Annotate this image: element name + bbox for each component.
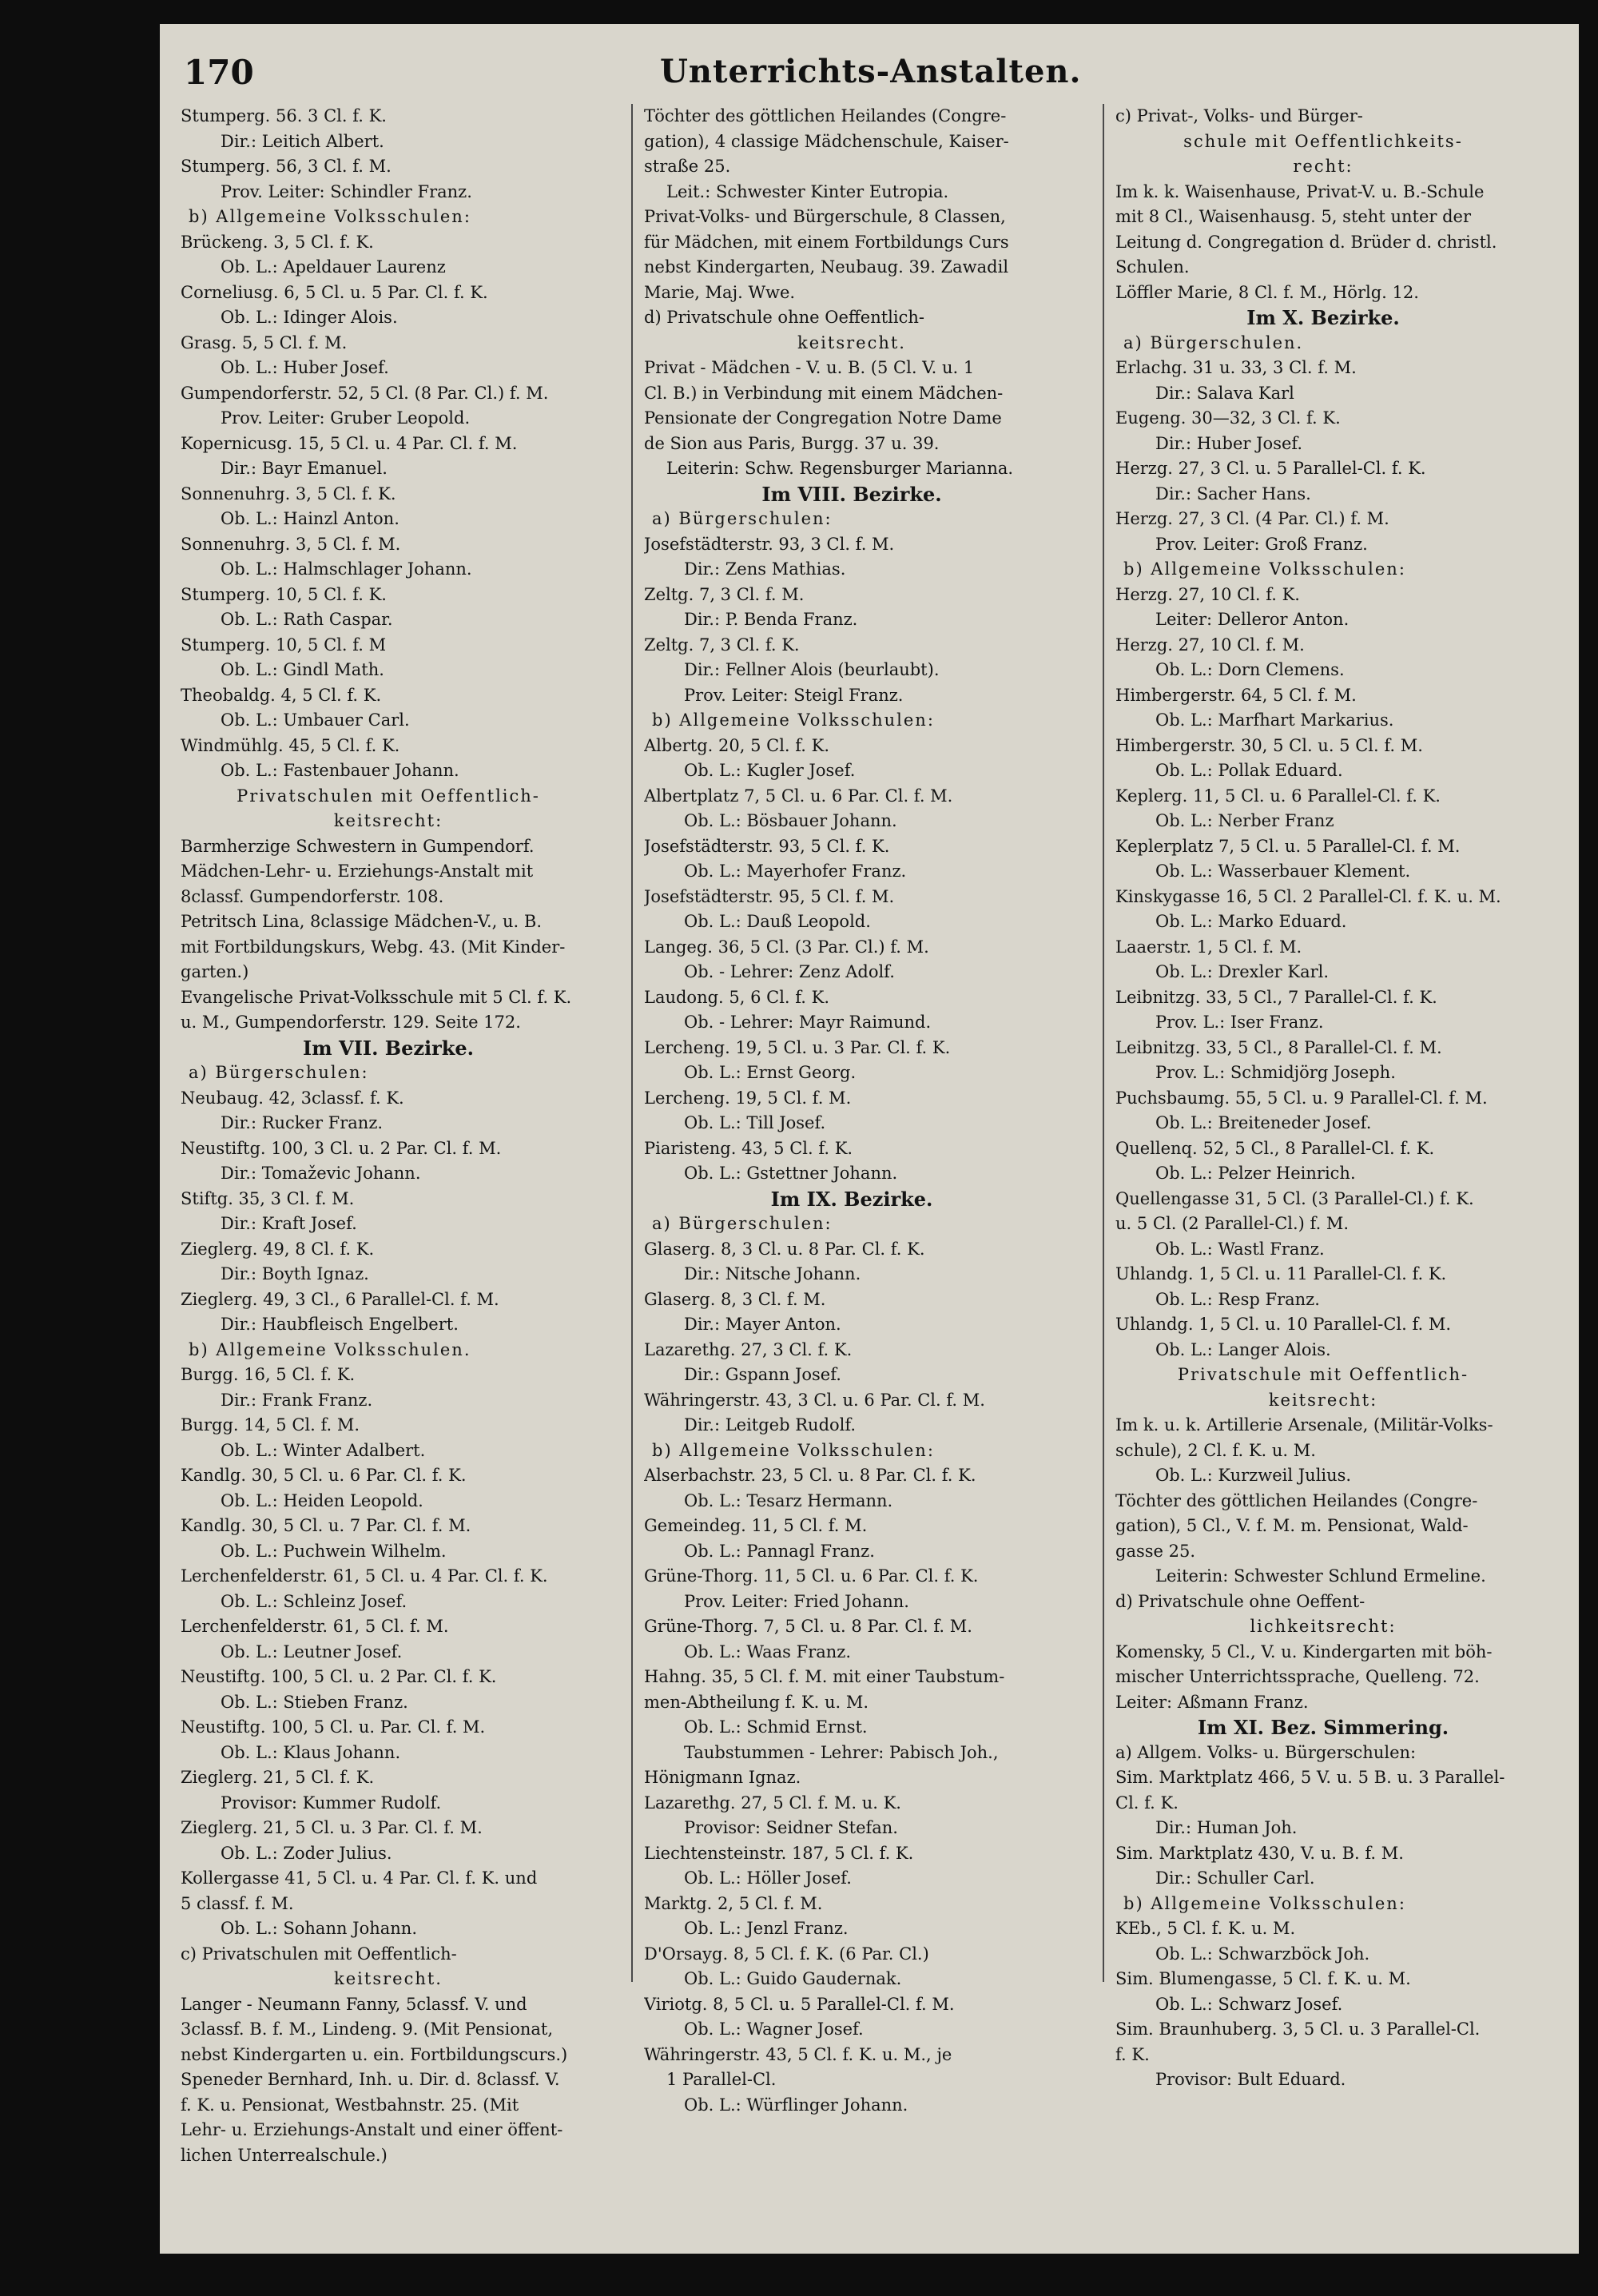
entry-line: mit 8 Cl., Waisenhausg. 5, steht unter der [1115, 207, 1471, 226]
entry-line: Ob. L.: Resp Franz. [1155, 1289, 1320, 1309]
entry-line: Ob. L.: Waas Franz. [684, 1641, 852, 1661]
entry-line: Dir.: Tomaževic Johann. [221, 1164, 421, 1183]
entry-line: Ob. L.: Guido Gaudernak. [684, 1969, 902, 1988]
entry-line: Neustiftg. 100, 3 Cl. u. 2 Par. Cl. f. M. [181, 1138, 502, 1158]
entry-line: Ob. L.: Bösbauer Johann. [684, 811, 897, 830]
entry-line: Grüne-Thorg. 7, 5 Cl. u. 8 Par. Cl. f. M. [644, 1617, 972, 1636]
entry-line: Himbergerstr. 30, 5 Cl. u. 5 Cl. f. M. [1115, 735, 1423, 755]
entry-line: 1 Parallel-Cl. [666, 2070, 777, 2089]
entry-line: Ob. L.: Leutner Josef. [221, 1641, 403, 1661]
book-page [160, 24, 1579, 2254]
entry-line: Leit.: Schwester Kinter Eutropia. [666, 181, 949, 201]
district-heading: Im IX. Bezirke. [770, 1187, 933, 1211]
entry-line: Zieglerg. 21, 5 Cl. f. K. [181, 1768, 375, 1787]
entry-line: Ob. L.: Kugler Josef. [684, 761, 856, 780]
page-header [181, 48, 1558, 104]
entry-line: Provisor: Seidner Stefan. [684, 1818, 898, 1837]
entry-line: Hönigmann Ignaz. [644, 1768, 801, 1787]
entry-line: u. 5 Cl. (2 Parallel-Cl.) f. M. [1115, 1214, 1350, 1233]
entry-line: Privat-Volks- und Bürgerschule, 8 Classen, [644, 207, 1006, 226]
entry-line: Quellengasse 31, 5 Cl. (3 Parallel-Cl.) f. K. [1115, 1188, 1474, 1208]
entry-line: Marie, Maj. Wwe. [644, 282, 796, 302]
entry-line: Dir.: Kraft Josef. [221, 1214, 357, 1233]
entry-line: Sonnenuhrg. 3, 5 Cl. f. K. [181, 483, 396, 503]
entry-line: Lercheng. 19, 5 Cl. f. M. [644, 1088, 852, 1108]
entry-line: Lazarethg. 27, 3 Cl. f. K. [644, 1339, 853, 1359]
entry-line: Leitung d. Congregation d. Brüder d. christl. [1115, 232, 1497, 252]
entry-line: Petritsch Lina, 8classige Mädchen-V., u. B. [181, 912, 542, 931]
entry-line: Sim. Marktplatz 430, V. u. B. f. M. [1115, 1843, 1404, 1863]
entry-line: Dir.: Sacher Hans. [1155, 483, 1311, 503]
entry-line: Ob. L.: Huber Josef. [221, 358, 389, 377]
text-column-1 [181, 104, 596, 2168]
entry-line: Stumperg. 56. 3 Cl. f. K. [181, 106, 387, 125]
entry-line: Ob. L.: Jenzl Franz. [684, 1919, 849, 1938]
entry-line: Leibnitzg. 33, 5 Cl., 8 Parallel-Cl. f. M. [1115, 1037, 1442, 1057]
section-heading: b) Allgemeine Volksschulen: [1123, 1893, 1406, 1913]
entry-line: Albertplatz 7, 5 Cl. u. 6 Par. Cl. f. M. [644, 786, 953, 806]
entry-line: men-Abtheilung f. K. u. M. [644, 1692, 869, 1712]
entry-line: Laaerstr. 1, 5 Cl. f. M. [1115, 937, 1302, 957]
entry-line: Dir.: Fellner Alois (beurlaubt). [684, 660, 940, 679]
entry-line: Dir.: Boyth Ignaz. [221, 1264, 369, 1283]
entry-line: Corneliusg. 6, 5 Cl. u. 5 Par. Cl. f. K. [181, 282, 488, 302]
entry-line: lichen Unterrealschule.) [181, 2145, 388, 2165]
entry-line: Dir.: P. Benda Franz. [684, 610, 858, 629]
section-heading: b) Allgemeine Volksschulen: [652, 710, 935, 730]
entry-line: f. K. u. Pensionat, Westbahnstr. 25. (Mit [181, 2095, 519, 2115]
entry-line: Dir.: Zens Mathias. [684, 559, 846, 579]
entry-line: Lerchenfelderstr. 61, 5 Cl. u. 4 Par. Cl. f. K. [181, 1566, 548, 1586]
entry-line: Ob. L.: Pollak Eduard. [1155, 761, 1343, 780]
entry-line: Ob. L.: Marko Eduard. [1155, 912, 1347, 931]
entry-line: Prov. Leiter: Steigl Franz. [684, 685, 904, 705]
entry-line: Dir.: Gspann Josef. [684, 1365, 841, 1384]
entry-line: Ob. L.: Gindl Math. [221, 660, 384, 679]
entry-line: Josefstädterstr. 93, 5 Cl. f. K. [644, 836, 890, 856]
entry-line: Komensky, 5 Cl., V. u. Kindergarten mit böh- [1115, 1641, 1493, 1661]
entry-line: 5 classf. f. M. [181, 1893, 294, 1913]
entry-line: Stiftg. 35, 3 Cl. f. M. [181, 1188, 355, 1208]
entry-line: Ob. L.: Kurzweil Julius. [1155, 1466, 1352, 1485]
entry-line: Ob. L.: Dauß Leopold. [684, 912, 871, 931]
entry-line: Piaristeng. 43, 5 Cl. f. K. [644, 1138, 853, 1158]
entry-line: u. M., Gumpendorferstr. 129. Seite 172. [181, 1013, 521, 1032]
district-heading: Im XI. Bez. Simmering. [1197, 1716, 1449, 1739]
entry-line: gation), 5 Cl., V. f. M. m. Pensionat, Wald- [1115, 1516, 1469, 1535]
entry-line: Dir.: Huber Josef. [1155, 433, 1303, 453]
entry-line: Zieglerg. 21, 5 Cl. u. 3 Par. Cl. f. M. [181, 1818, 483, 1837]
section-heading: keitsrecht. [797, 332, 906, 352]
entry-line: Herzg. 27, 3 Cl. u. 5 Parallel-Cl. f. K. [1115, 459, 1426, 478]
entry-line: schule), 2 Cl. f. K. u. M. [1115, 1440, 1316, 1460]
section-heading: a) Bürgerschulen: [652, 1214, 833, 1233]
entry-line: mischer Unterrichtssprache, Quelleng. 72. [1115, 1667, 1480, 1686]
entry-line: Währingerstr. 43, 5 Cl. f. K. u. M., je [644, 2044, 952, 2064]
entry-line: Leiterin: Schwester Schlund Ermeline. [1155, 1566, 1486, 1586]
entry-line: Kollergasse 41, 5 Cl. u. 4 Par. Cl. f. K. und [181, 1868, 538, 1888]
entry-line: Eugeng. 30—32, 3 Cl. f. K. [1115, 408, 1341, 428]
section-heading: lichkeitsrecht: [1250, 1617, 1397, 1636]
entry-line: Ob. - Lehrer: Mayr Raimund. [684, 1013, 932, 1032]
entry-line: Ob. L.: Marfhart Markarius. [1155, 710, 1394, 730]
entry-line: Ob. L.: Schleinz Josef. [221, 1591, 407, 1611]
entry-line: Ob. L.: Drexler Karl. [1155, 962, 1330, 981]
entry-line: Leiterin: Schw. Regensburger Marianna. [666, 459, 1014, 478]
entry-line: Leibnitzg. 33, 5 Cl., 7 Parallel-Cl. f. K. [1115, 987, 1437, 1007]
entry-line: Provisor: Kummer Rudolf. [221, 1793, 442, 1813]
entry-line: Im k. u. k. Artillerie Arsenale, (Militär-Volks- [1115, 1415, 1493, 1435]
section-heading: recht: [1293, 157, 1354, 176]
entry-line: Uhlandg. 1, 5 Cl. u. 11 Parallel-Cl. f. K. [1115, 1264, 1447, 1283]
entry-line: Dir.: Bayr Emanuel. [221, 459, 388, 478]
entry-line: Ob. L.: Höller Josef. [684, 1868, 852, 1888]
entry-line: Neustiftg. 100, 5 Cl. u. 2 Par. Cl. f. K. [181, 1667, 497, 1686]
entry-line: Evangelische Privat-Volksschule mit 5 Cl. f. K. [181, 987, 572, 1007]
entry-line: Töchter des göttlichen Heilandes (Congre- [644, 106, 1007, 125]
section-heading: schule mit Oeffentlichkeits- [1183, 131, 1463, 151]
entry-line: Prov. Leiter: Groß Franz. [1155, 534, 1368, 554]
entry-line: Lerchenfelderstr. 61, 5 Cl. f. M. [181, 1617, 449, 1636]
entry-line: Herzg. 27, 10 Cl. f. M. [1115, 635, 1305, 655]
entry-line: Ob. L.: Winter Adalbert. [221, 1440, 426, 1460]
entry-line: garten.) [181, 962, 249, 981]
entry-line: für Mädchen, mit einem Fortbildungs Curs [644, 232, 1009, 252]
entry-line: Dir.: Salava Karl [1155, 383, 1294, 403]
entry-line: Langeg. 36, 5 Cl. (3 Par. Cl.) f. M. [644, 937, 929, 957]
entry-line: Ob. L.: Schwarz Josef. [1155, 1994, 1343, 2014]
entry-line: Ob. L.: Wasserbauer Klement. [1155, 861, 1411, 881]
entry-line: Dir.: Schuller Carl. [1155, 1868, 1315, 1888]
entry-line: Leiter: Delleror Anton. [1155, 610, 1350, 629]
entry-line: Laudong. 5, 6 Cl. f. K. [644, 987, 830, 1007]
section-heading: keitsrecht: [333, 811, 443, 830]
entry-line: Ob. L.: Nerber Franz [1155, 811, 1334, 830]
entry-line: Zieglerg. 49, 8 Cl. f. K. [181, 1239, 375, 1259]
entry-line: Uhlandg. 1, 5 Cl. u. 10 Parallel-Cl. f. M. [1115, 1315, 1451, 1334]
entry-line: Dir.: Frank Franz. [221, 1390, 373, 1410]
entry-line: Herzg. 27, 10 Cl. f. K. [1115, 584, 1300, 604]
entry-line: Kandlg. 30, 5 Cl. u. 7 Par. Cl. f. M. [181, 1516, 471, 1535]
entry-line: Ob. L.: Gstettner Johann. [684, 1164, 898, 1183]
entry-line: Ob. L.: Mayerhofer Franz. [684, 861, 907, 881]
entry-line: nebst Kindergarten u. ein. Fortbildungscurs.) [181, 2044, 568, 2064]
section-heading: a) Bürgerschulen: [189, 1063, 369, 1082]
entry-line: Ob. L.: Würflinger Johann. [684, 2095, 908, 2115]
entry-line: Prov. L.: Iser Franz. [1155, 1013, 1324, 1032]
entry-line: Ob. L.: Dorn Clemens. [1155, 660, 1345, 679]
entry-line: Kinskygasse 16, 5 Cl. 2 Parallel-Cl. f. K. u. M. [1115, 886, 1501, 906]
entry-line: Sonnenuhrg. 3, 5 Cl. f. M. [181, 534, 401, 554]
column-rule-right [1103, 104, 1104, 1982]
entry-line: Burgg. 14, 5 Cl. f. M. [181, 1415, 360, 1435]
text-column-2 [644, 104, 1059, 2118]
entry-line: Viriotg. 8, 5 Cl. u. 5 Parallel-Cl. f. M. [644, 1994, 955, 2014]
entry-line: Ob. L.: Schmid Ernst. [684, 1717, 868, 1737]
entry-line: Ob. L.: Breiteneder Josef. [1155, 1113, 1372, 1132]
entry-line: Ob. L.: Pannagl Franz. [684, 1541, 875, 1561]
entry-line: Herzg. 27, 3 Cl. (4 Par. Cl.) f. M. [1115, 509, 1389, 528]
entry-line: Dir.: Haubfleisch Engelbert. [221, 1315, 459, 1334]
entry-line: Ob. L.: Wastl Franz. [1155, 1239, 1325, 1259]
entry-line: Ob. - Lehrer: Zenz Adolf. [684, 962, 895, 981]
entry-line: de Sion aus Paris, Burgg. 37 u. 39. [644, 433, 940, 453]
entry-line: Theobaldg. 4, 5 Cl. f. K. [181, 685, 382, 705]
page-number: 170 [184, 53, 254, 92]
entry-line: Neubaug. 42, 3classf. f. K. [181, 1088, 404, 1108]
entry-line: Ob. L.: Langer Alois. [1155, 1339, 1331, 1359]
entry-line: straße 25. [644, 157, 731, 176]
entry-line: gation), 4 classige Mädchenschule, Kaiser- [644, 131, 1009, 151]
entry-line: KEb., 5 Cl. f. K. u. M. [1115, 1919, 1296, 1938]
section-heading: b) Allgemeine Volksschulen. [189, 1339, 471, 1359]
entry-line: Dir.: Mayer Anton. [684, 1315, 841, 1334]
entry-line: Puchsbaumg. 55, 5 Cl. u. 9 Parallel-Cl. f. M. [1115, 1088, 1488, 1108]
section-heading: Privatschulen mit Oeffentlich- [237, 786, 540, 806]
entry-line: Gemeindeg. 11, 5 Cl. f. M. [644, 1516, 868, 1535]
section-heading: b) Allgemeine Volksschulen: [1123, 559, 1406, 579]
entry-line: Ob. L.: Stieben Franz. [221, 1692, 408, 1712]
entry-line: Grasg. 5, 5 Cl. f. M. [181, 332, 348, 352]
entry-line: Ob. L.: Hainzl Anton. [221, 509, 400, 528]
entry-line: Ob. L.: Umbauer Carl. [221, 710, 410, 730]
entry-line: Ob. L.: Ernst Georg. [684, 1063, 857, 1082]
entry-line: Leiter: Aßmann Franz. [1115, 1692, 1309, 1712]
district-heading: Im VII. Bezirke. [303, 1036, 474, 1060]
entry-line: Ob. L.: Tesarz Hermann. [684, 1490, 893, 1510]
entry-line: Taubstummen - Lehrer: Pabisch Joh., [684, 1742, 999, 1762]
entry-line: Josefstädterstr. 95, 5 Cl. f. M. [644, 886, 895, 906]
section-heading: keitsrecht: [1268, 1390, 1378, 1410]
entry-line: Grüne-Thorg. 11, 5 Cl. u. 6 Par. Cl. f. K. [644, 1566, 979, 1586]
entry-line: Ob. L.: Heiden Leopold. [221, 1490, 423, 1510]
entry-line: Zeltg. 7, 3 Cl. f. K. [644, 635, 800, 655]
entry-line: nebst Kindergarten, Neubaug. 39. Zawadil [644, 257, 1009, 277]
entry-line: Hahng. 35, 5 Cl. f. M. mit einer Taubstum- [644, 1667, 1005, 1686]
entry-line: Lercheng. 19, 5 Cl. u. 3 Par. Cl. f. K. [644, 1037, 951, 1057]
entry-line: Prov. Leiter: Fried Johann. [684, 1591, 909, 1611]
entry-line: gasse 25. [1115, 1541, 1196, 1561]
entry-line: mit Fortbildungskurs, Webg. 43. (Mit Kinder- [181, 937, 566, 957]
entry-line: Himbergerstr. 64, 5 Cl. f. M. [1115, 685, 1357, 705]
entry-line: Ob. L.: Halmschlager Johann. [221, 559, 472, 579]
section-heading: a) Bürgerschulen. [1123, 332, 1304, 352]
entry-line: Erlachg. 31 u. 33, 3 Cl. f. M. [1115, 358, 1357, 377]
entry-line: Ob. L.: Schwarzböck Joh. [1155, 1944, 1370, 1964]
entry-line: Sim. Braunhuberg. 3, 5 Cl. u. 3 Parallel-Cl. [1115, 2019, 1481, 2039]
text-column-3 [1115, 104, 1531, 2093]
entry-line: Neustiftg. 100, 5 Cl. u. Par. Cl. f. M. [181, 1717, 486, 1737]
entry-line: Provisor: Bult Eduard. [1155, 2070, 1346, 2089]
entry-line: Dir.: Rucker Franz. [221, 1113, 384, 1132]
entry-line: Glaserg. 8, 3 Cl. u. 8 Par. Cl. f. K. [644, 1239, 925, 1259]
entry-line: c) Privatschulen mit Oeffentlich- [181, 1944, 457, 1964]
entry-line: Zeltg. 7, 3 Cl. f. M. [644, 584, 805, 604]
entry-line: Löffler Marie, 8 Cl. f. M., Hörlg. 12. [1115, 282, 1419, 302]
entry-line: Albertg. 20, 5 Cl. f. K. [644, 735, 830, 755]
entry-line: Brückeng. 3, 5 Cl. f. K. [181, 232, 374, 252]
entry-line: Sim. Marktplatz 466, 5 V. u. 5 B. u. 3 Parallel- [1115, 1768, 1505, 1787]
entry-line: Stumperg. 56, 3 Cl. f. M. [181, 157, 392, 176]
entry-line: Cl. B.) in Verbindung mit einem Mädchen- [644, 383, 1004, 403]
entry-line: Liechtensteinstr. 187, 5 Cl. f. K. [644, 1843, 914, 1863]
entry-line: D'Orsayg. 8, 5 Cl. f. K. (6 Par. Cl.) [644, 1944, 929, 1964]
entry-line: Kopernicusg. 15, 5 Cl. u. 4 Par. Cl. f. M. [181, 433, 518, 453]
entry-line: Ob. L.: Apeldauer Laurenz [221, 257, 446, 277]
section-heading: Privatschule mit Oeffentlich- [1177, 1365, 1469, 1384]
entry-line: Lazarethg. 27, 5 Cl. f. M. u. K. [644, 1793, 901, 1813]
entry-line: Dir.: Leitich Albert. [221, 131, 384, 151]
entry-line: Schulen. [1115, 257, 1190, 277]
entry-line: Langer - Neumann Fanny, 5classf. V. und [181, 1994, 527, 2014]
entry-line: f. K. [1115, 2044, 1150, 2064]
district-heading: Im X. Bezirke. [1246, 306, 1400, 329]
entry-line: Lehr- u. Erziehungs-Anstalt und einer öffent- [181, 2120, 563, 2139]
entry-line: Prov. Leiter: Schindler Franz. [221, 181, 472, 201]
entry-line: Mädchen-Lehr- u. Erziehungs-Anstalt mit [181, 861, 534, 881]
entry-line: Im k. k. Waisenhause, Privat-V. u. B.-Schule [1115, 181, 1485, 201]
entry-line: c) Privat-, Volks- und Bürger- [1115, 106, 1363, 125]
entry-line: Pensionate der Congregation Notre Dame [644, 408, 1002, 428]
entry-line: Ob. L.: Zoder Julius. [221, 1843, 392, 1863]
section-heading: a) Bürgerschulen: [652, 509, 833, 528]
entry-line: Prov. L.: Schmidjörg Joseph. [1155, 1063, 1396, 1082]
running-title: Unterrichts-Anstalten. [660, 53, 1082, 90]
entry-line: Dir.: Nitsche Johann. [684, 1264, 861, 1283]
entry-line: Währingerstr. 43, 3 Cl. u. 6 Par. Cl. f. M. [644, 1390, 985, 1410]
column-rule-left [631, 104, 633, 1982]
section-heading: b) Allgemeine Volksschulen: [189, 207, 471, 226]
entry-line: Töchter des göttlichen Heilandes (Congre- [1115, 1490, 1478, 1510]
entry-line: Josefstädterstr. 93, 3 Cl. f. M. [644, 534, 895, 554]
entry-line: Ob. L.: Klaus Johann. [221, 1742, 401, 1762]
entry-line: Stumperg. 10, 5 Cl. f. K. [181, 584, 387, 604]
entry-line: Ob. L.: Sohann Johann. [221, 1919, 418, 1938]
entry-line: a) Allgem. Volks- u. Bürgerschulen: [1115, 1742, 1417, 1762]
entry-line: Keplerplatz 7, 5 Cl. u. 5 Parallel-Cl. f. M. [1115, 836, 1461, 856]
entry-line: Speneder Bernhard, Inh. u. Dir. d. 8classf. V. [181, 2070, 560, 2089]
section-heading: keitsrecht. [334, 1969, 443, 1988]
entry-line: Ob. L.: Fastenbauer Johann. [221, 761, 459, 780]
entry-line: Ob. L.: Wagner Josef. [684, 2019, 864, 2039]
entry-line: Cl. f. K. [1115, 1793, 1179, 1813]
entry-line: Burgg. 16, 5 Cl. f. K. [181, 1365, 356, 1384]
entry-line: Privat - Mädchen - V. u. B. (5 Cl. V. u. 1 [644, 358, 975, 377]
entry-line: Prov. Leiter: Gruber Leopold. [221, 408, 471, 428]
entry-line: Stumperg. 10, 5 Cl. f. M [181, 635, 387, 655]
entry-line: Kandlg. 30, 5 Cl. u. 6 Par. Cl. f. K. [181, 1466, 467, 1485]
entry-line: Ob. L.: Rath Caspar. [221, 610, 393, 629]
entry-line: Dir.: Leitgeb Rudolf. [684, 1415, 857, 1435]
entry-line: d) Privatschule ohne Oeffent- [1115, 1591, 1365, 1611]
entry-line: Ob. L.: Pelzer Heinrich. [1155, 1164, 1356, 1183]
entry-line: 8classf. Gumpendorferstr. 108. [181, 886, 444, 906]
entry-line: Glaserg. 8, 3 Cl. f. M. [644, 1289, 826, 1309]
entry-line: Marktg. 2, 5 Cl. f. M. [644, 1893, 823, 1913]
entry-line: Ob. L.: Puchwein Wilhelm. [221, 1541, 447, 1561]
entry-line: 3classf. B. f. M., Lindeng. 9. (Mit Pensionat, [181, 2019, 554, 2039]
entry-line: Alserbachstr. 23, 5 Cl. u. 8 Par. Cl. f. K. [644, 1466, 976, 1485]
entry-line: Keplerg. 11, 5 Cl. u. 6 Parallel-Cl. f. K. [1115, 786, 1441, 806]
entry-line: Windmühlg. 45, 5 Cl. f. K. [181, 735, 400, 755]
entry-line: Dir.: Human Joh. [1155, 1818, 1298, 1837]
entry-line: Ob. L.: Till Josef. [684, 1113, 826, 1132]
district-heading: Im VIII. Bezirke. [761, 482, 942, 506]
entry-line: Ob. L.: Idinger Alois. [221, 308, 398, 327]
section-heading: b) Allgemeine Volksschulen: [652, 1440, 935, 1460]
entry-line: d) Privatschule ohne Oeffentlich- [644, 308, 924, 327]
entry-line: Barmherzige Schwestern in Gumpendorf. [181, 836, 535, 856]
entry-line: Gumpendorferstr. 52, 5 Cl. (8 Par. Cl.) f. M. [181, 383, 549, 403]
entry-line: Zieglerg. 49, 3 Cl., 6 Parallel-Cl. f. M. [181, 1289, 499, 1309]
entry-line: Sim. Blumengasse, 5 Cl. f. K. u. M. [1115, 1969, 1411, 1988]
entry-line: Quellenq. 52, 5 Cl., 8 Parallel-Cl. f. K. [1115, 1138, 1435, 1158]
